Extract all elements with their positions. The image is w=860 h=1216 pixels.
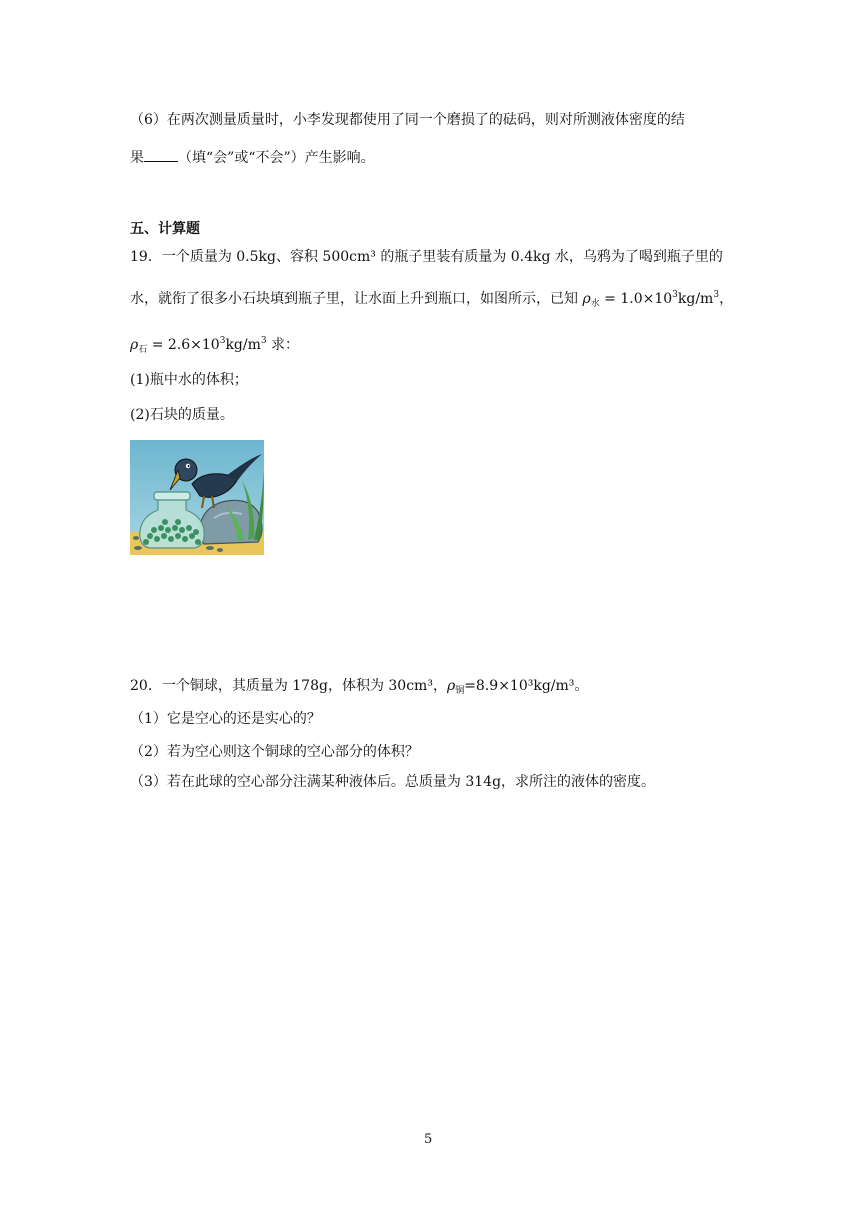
q20-item1: （1）它是空心的还是实心的？: [130, 711, 321, 727]
q19-line2-text: 水，就衔了很多小石块填到瓶子里，让水面上升到瓶口，如图所示，已知: [130, 291, 578, 307]
rho-symbol: ρ: [130, 337, 139, 353]
q19-line1: 19．一个质量为 0.5kg、容积 500cm³ 的瓶子里装有质量为 0.4kg 水，乌鸦为了喝到瓶子里的: [130, 249, 723, 265]
q18-6-line1: （6）在两次测量质量时，小李发现都使用了同一个磨损了的砝码，则对所测液体密度的结: [130, 112, 685, 128]
q20-line1: [130, 676, 588, 701]
q18-6-line2-end: （填“会”或“不会”）产生影响。: [178, 150, 375, 166]
rho-stone-subscript: 石: [138, 345, 148, 355]
q20-item2: （2）若为空心则这个铜球的空心部分的体积？: [130, 744, 419, 760]
q20-item3: （3）若在此球的空心部分注满某种液体后。总质量为 314g，求所注的液体的密度。: [130, 774, 656, 790]
rho-water-unit: kg/m: [677, 291, 714, 307]
rho-stone-value: = 2.6×10: [151, 337, 220, 353]
q20-line1-text: 20．一个铜球，其质量为 178g，体积为 30cm³，: [130, 678, 447, 694]
section-heading-calculation: 五、计算题: [130, 221, 200, 237]
rho-water-value: = 1.0×10: [604, 291, 673, 307]
rho-symbol: ρ: [446, 678, 456, 694]
q19-item2: (2)石块的质量。: [130, 407, 234, 423]
rho-copper-subscript: 铜: [455, 686, 465, 696]
rho-water-exponent: 3: [672, 290, 678, 300]
rho-symbol: ρ: [582, 291, 591, 307]
comma: ，: [719, 291, 734, 307]
rho-stone-formula: [130, 331, 299, 360]
q19-line2: [130, 285, 733, 314]
q18-6-line2-start: 果: [130, 150, 144, 166]
rho-stone-exponent: 3: [219, 336, 226, 346]
crow-bottle-drawing: [130, 440, 264, 555]
answer-blank: [144, 147, 178, 162]
q19-item1: (1)瓶中水的体积；: [130, 372, 248, 388]
q19-ask: 求：: [266, 337, 300, 353]
rho-stone-unit: kg/m: [225, 337, 261, 353]
rho-stone-unit-exponent: 3: [260, 336, 267, 346]
rho-water-subscript: 水: [590, 299, 600, 309]
rho-copper-value: =8.9×10³kg/m³。: [464, 678, 589, 694]
rho-water-formula: [582, 291, 733, 307]
rho-water-unit-exponent: 3: [713, 290, 720, 300]
q18-6-line2: [130, 147, 375, 168]
crow-bottle-illustration: [130, 440, 264, 555]
page-number: 5: [424, 1132, 433, 1147]
